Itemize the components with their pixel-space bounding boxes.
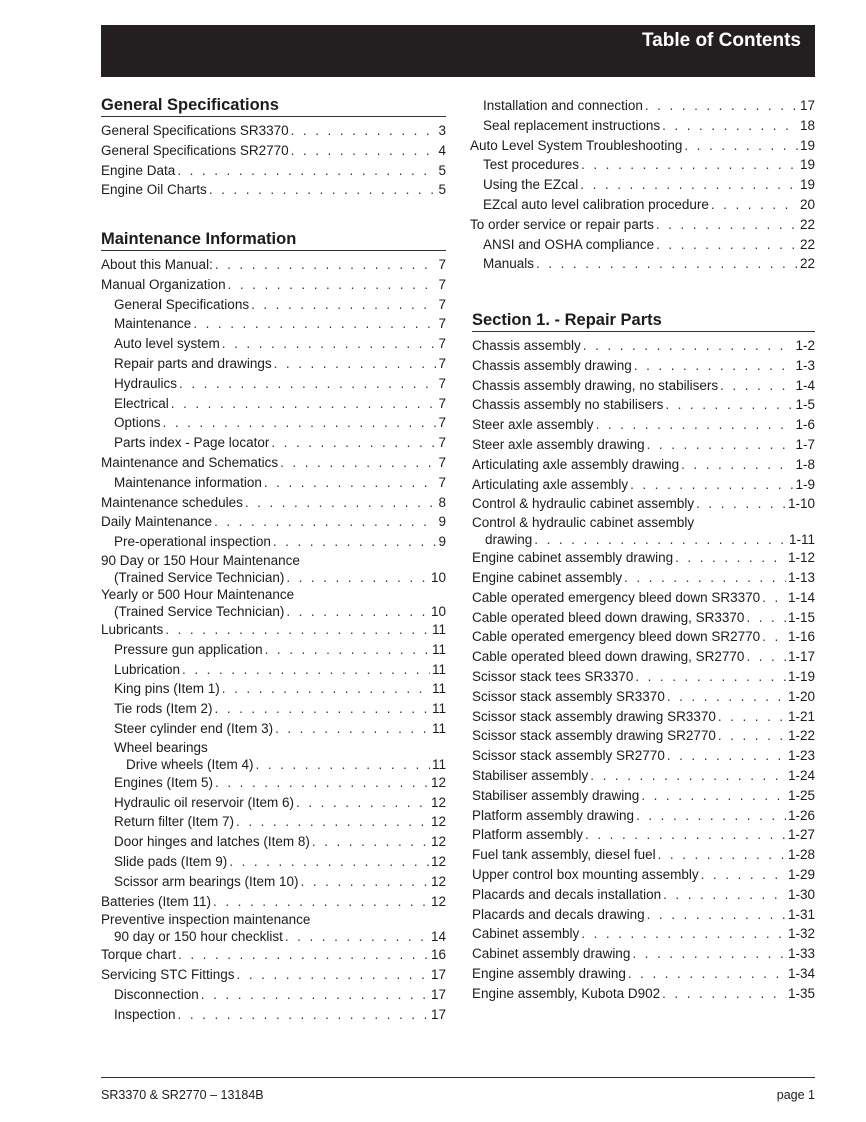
toc-entry[interactable]: Cable operated bleed down drawing, SR3370 . . . 1-15: [472, 608, 815, 628]
toc-entry[interactable]: (Trained Service Technician) . . . 10: [101, 603, 446, 620]
toc-entry[interactable]: Auto Level System Troubleshooting . . . 19: [470, 136, 815, 156]
toc-entry[interactable]: Scissor stack assembly drawing SR3370 . . . 1-21: [472, 707, 815, 727]
toc-entry[interactable]: Upper control box mounting assembly . . . 1-29: [472, 865, 815, 885]
toc-entry[interactable]: Engine assembly, Kubota D902 . . . 1-35: [472, 984, 815, 1004]
toc-entry[interactable]: Cable operated emergency bleed down SR2770 . . . 1-16: [472, 627, 815, 647]
toc-entry[interactable]: Cable operated emergency bleed down SR3370 . . . 1-14: [472, 588, 815, 608]
toc-entry-first-line[interactable]: 90 Day or 150 Hour Maintenance: [101, 552, 300, 568]
toc-section-general-specifications: [101, 95, 446, 200]
section-heading: Maintenance Information: [101, 229, 446, 251]
toc-entry[interactable]: Maintenance schedules . . . 8: [101, 493, 446, 513]
toc-entry[interactable]: Scissor stack assembly drawing SR2770 . . . 1-22: [472, 726, 815, 746]
toc-entry[interactable]: General Specifications SR3370 . . . 3: [101, 121, 446, 141]
toc-entry[interactable]: Disconnection . . . 17: [101, 985, 446, 1005]
header-bar: [101, 25, 815, 77]
toc-entry[interactable]: Hydraulic oil reservoir (Item 6) . . . 12: [101, 793, 446, 813]
toc-entry[interactable]: Steer axle assembly drawing . . . 1-7: [472, 435, 815, 455]
toc-entry[interactable]: Steer axle assembly . . . 1-6: [472, 415, 815, 435]
toc-entry[interactable]: Placards and decals installation . . . 1-30: [472, 885, 815, 905]
toc-entry[interactable]: Maintenance and Schematics . . . 7: [101, 453, 446, 473]
toc-entry[interactable]: Servicing STC Fittings . . . 17: [101, 965, 446, 985]
toc-entry[interactable]: Scissor arm bearings (Item 10) . . . 12: [101, 872, 446, 892]
toc-entry[interactable]: Lubricants . . . 11: [101, 620, 446, 640]
toc-entry-first-line[interactable]: Control & hydraulic cabinet assembly: [472, 515, 695, 531]
toc-entry[interactable]: General Specifications . . . 7: [101, 295, 446, 315]
toc-entry[interactable]: drawing . . . 1-11: [472, 531, 815, 548]
toc-entry[interactable]: Chassis assembly . . . 1-2: [472, 336, 815, 356]
toc-entry[interactable]: Manual Organization . . . 7: [101, 275, 446, 295]
toc-entry[interactable]: Control & hydraulic cabinet assembly . . . 1-10: [472, 494, 815, 514]
toc-entry[interactable]: Cabinet assembly drawing . . . 1-33: [472, 944, 815, 964]
toc-entry[interactable]: Articulating axle assembly . . . 1-9: [472, 475, 815, 495]
toc-entry[interactable]: Platform assembly . . . 1-27: [472, 825, 815, 845]
toc-entry[interactable]: Tie rods (Item 2) . . . 11: [101, 699, 446, 719]
toc-entry[interactable]: (Trained Service Technician) . . . 10: [101, 569, 446, 586]
toc-entry[interactable]: Engine Oil Charts . . . 5: [101, 180, 446, 200]
toc-entry[interactable]: Engines (Item 5) . . . 12: [101, 773, 446, 793]
toc-entry[interactable]: General Specifications SR2770 . . . 4: [101, 141, 446, 161]
toc-entry[interactable]: Installation and connection . . . 17: [470, 96, 815, 116]
toc-entry[interactable]: Placards and decals drawing . . . 1-31: [472, 905, 815, 925]
toc-entry[interactable]: Lubrication . . . 11: [101, 660, 446, 680]
toc-entry[interactable]: Options . . . 7: [101, 413, 446, 433]
toc-entry[interactable]: Chassis assembly drawing, no stabilisers . . . 1-4: [472, 376, 815, 396]
toc-entry[interactable]: Chassis assembly no stabilisers . . . 1-5: [472, 395, 815, 415]
toc-entry[interactable]: Engine cabinet assembly . . . 1-13: [472, 568, 815, 588]
page-title: Table of Contents: [641, 30, 801, 51]
toc-entry[interactable]: Engine Data . . . 5: [101, 161, 446, 181]
toc-entry[interactable]: Parts index - Page locator . . . 7: [101, 433, 446, 453]
toc-section-repair-parts: [470, 310, 815, 1004]
toc-entry[interactable]: Return filter (Item 7) . . . 12: [101, 812, 446, 832]
toc-entry[interactable]: Pre-operational inspection . . . 9: [101, 532, 446, 552]
toc-section-continued: [470, 96, 815, 274]
toc-entry[interactable]: Electrical . . . 7: [101, 394, 446, 414]
toc-entry[interactable]: Door hinges and latches (Item 8) . . . 12: [101, 832, 446, 852]
toc-entry[interactable]: Scissor stack assembly SR3370 . . . 1-20: [472, 687, 815, 707]
section-heading: General Specifications: [101, 95, 446, 117]
footer-divider: [101, 1077, 815, 1078]
toc-entry[interactable]: Daily Maintenance . . . 9: [101, 512, 446, 532]
toc-entry-first-line[interactable]: Yearly or 500 Hour Maintenance: [101, 586, 295, 602]
toc-entry-first-line[interactable]: Preventive inspection maintenance: [101, 912, 311, 928]
toc-entry[interactable]: King pins (Item 1) . . . 11: [101, 679, 446, 699]
toc-entry[interactable]: Scissor stack tees SR3370 . . . 1-19: [472, 667, 815, 687]
toc-entry[interactable]: Engine assembly drawing . . . 1-34: [472, 964, 815, 984]
toc-entry[interactable]: Torque chart . . . 16: [101, 945, 446, 965]
toc-entry[interactable]: Slide pads (Item 9) . . . 12: [101, 852, 446, 872]
toc-entry[interactable]: Maintenance information . . . 7: [101, 473, 446, 493]
toc-entry[interactable]: To order service or repair parts . . . 22: [470, 215, 815, 235]
toc-entry[interactable]: Cable operated bleed down drawing, SR2770 . . . 1-17: [472, 647, 815, 667]
toc-entry[interactable]: Seal replacement instructions . . . 18: [470, 116, 815, 136]
toc-entry[interactable]: EZcal auto level calibration procedure . . . 20: [470, 195, 815, 215]
toc-entry[interactable]: Inspection . . . 17: [101, 1005, 446, 1025]
toc-entry[interactable]: Steer cylinder end (Item 3) . . . 11: [101, 719, 446, 739]
toc-entry[interactable]: Auto level system . . . 7: [101, 334, 446, 354]
toc-entry[interactable]: Maintenance . . . 7: [101, 314, 446, 334]
toc-entry[interactable]: Batteries (Item 11) . . . 12: [101, 892, 446, 912]
toc-entry-first-line[interactable]: Wheel bearings: [114, 739, 208, 755]
toc-entry[interactable]: ANSI and OSHA compliance . . . 22: [470, 235, 815, 255]
toc-entry[interactable]: Stabiliser assembly . . . 1-24: [472, 766, 815, 786]
toc-entry[interactable]: Hydraulics . . . 7: [101, 374, 446, 394]
toc-entry[interactable]: Chassis assembly drawing . . . 1-3: [472, 356, 815, 376]
toc-entry[interactable]: 90 day or 150 hour checklist . . . 14: [101, 928, 446, 945]
toc-entry[interactable]: Repair parts and drawings . . . 7: [101, 354, 446, 374]
toc-entry[interactable]: Test procedures . . . 19: [470, 155, 815, 175]
toc-entry[interactable]: Stabiliser assembly drawing . . . 1-25: [472, 786, 815, 806]
toc-entry[interactable]: Articulating axle assembly drawing . . . 1-8: [472, 455, 815, 475]
toc-entry[interactable]: About this Manual: . . . 7: [101, 255, 446, 275]
footer-page-number: page 1: [776, 1088, 815, 1102]
toc-entry[interactable]: Cabinet assembly . . . 1-32: [472, 924, 815, 944]
toc-entry[interactable]: Engine cabinet assembly drawing . . . 1-12: [472, 548, 815, 568]
toc-entry[interactable]: Manuals . . . 22: [470, 254, 815, 274]
toc-section-maintenance-information: [101, 229, 446, 1025]
toc-entry[interactable]: Scissor stack assembly SR2770 . . . 1-23: [472, 746, 815, 766]
toc-entry[interactable]: Fuel tank assembly, diesel fuel . . . 1-28: [472, 845, 815, 865]
toc-entry[interactable]: Using the EZcal . . . 19: [470, 175, 815, 195]
footer-document-id: SR3370 & SR2770 – 13184B: [101, 1088, 264, 1102]
toc-entry[interactable]: Platform assembly drawing . . . 1-26: [472, 806, 815, 826]
section-heading: Section 1. - Repair Parts: [472, 310, 815, 332]
toc-entry[interactable]: Drive wheels (Item 4) . . . 11: [101, 756, 446, 773]
toc-entry[interactable]: Pressure gun application . . . 11: [101, 640, 446, 660]
